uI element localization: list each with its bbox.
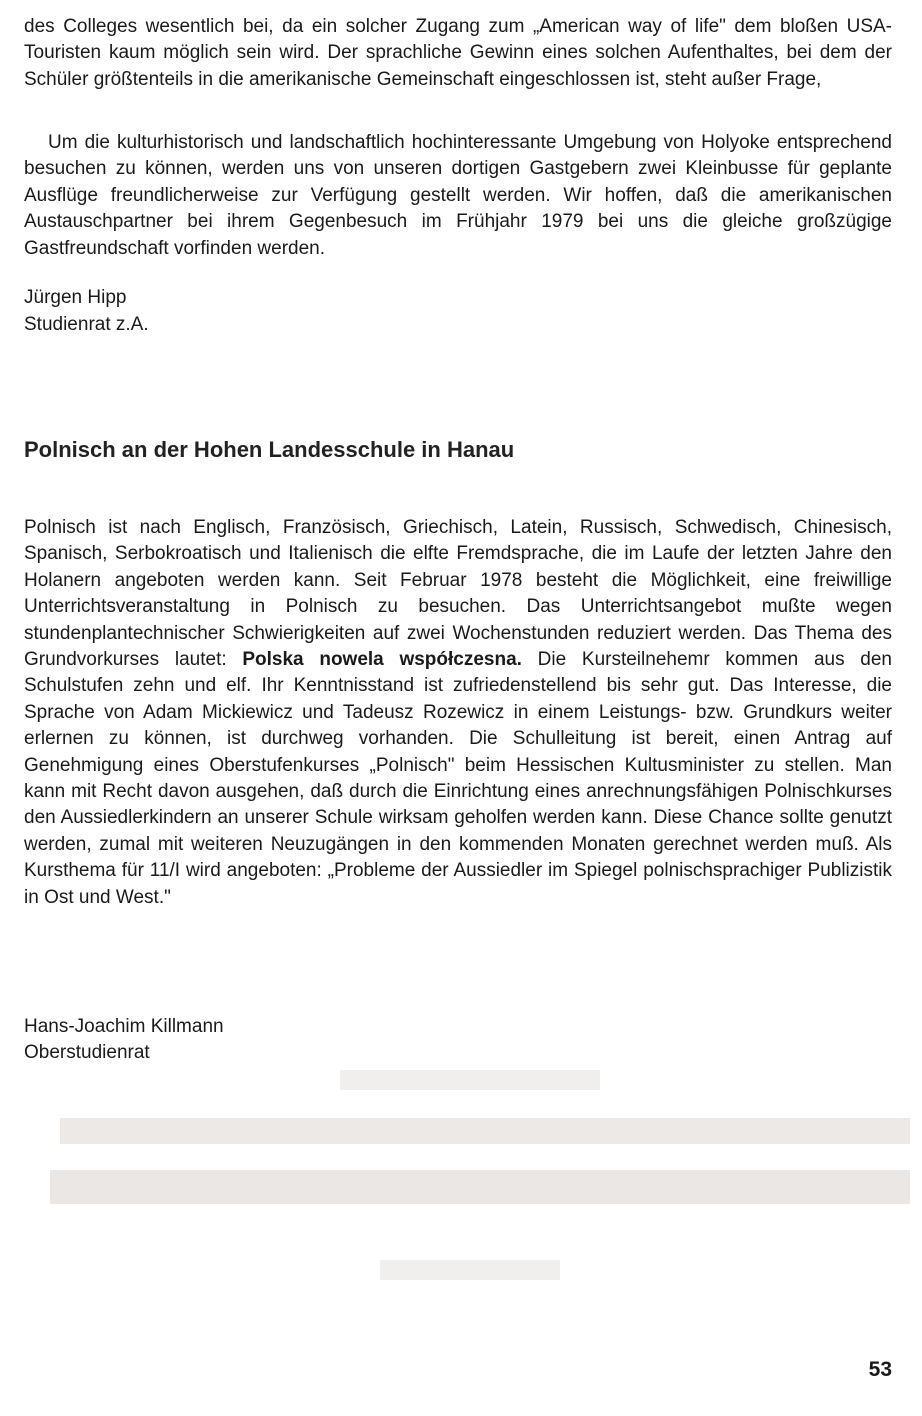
article1-paragraph-1: des Colleges wesentlich bei, da ein solcher Zugang zum „American way of life" dem bloßen USA-Touristen kaum möglich sein wird. Der sprachliche Gewinn eines solchen Aufenthaltes, bei dem der Schüler größtenteils in die amerikanische Gemeinschaft eingeschlossen ist, steht außer Frage, (24, 16, 892, 90)
article1-author-title: Studienrat z.A. (24, 314, 149, 335)
show-through-bleed (0, 1060, 922, 1320)
article2-body-text-end: Die Kursteilnehemr kommen aus den Schulstufen zehn und elf. Ihr Kenntnisstand ist zufriedenstellend bis sehr gut. Das Interesse, die Sprache von Adam Mickiewicz und Tadeusz Rozewicz in einem Leistungs- bzw. Grundkurs weiter erlernen zu können, ist durchweg vorhanden. Die Schulleitung ist bereit, einen Antrag auf Genehmigung eines Oberstufenkurses „Polnisch" beim Hessischen Kultusminister zu stellen. Man kann mit Recht davon ausgehen, daß durch die Einrichtung eines anrechnungsfähigen Polnischkurses den Aussiedlerkindern an unserer Schule wirksam geholfen werden kann. Diese Chance sollte genutzt werden, zumal mit weiteren Neuzugängen in den kommenden Monaten gerechnet werden muß. Als Kursthema für 11/I wird angeboten: „Probleme der Aussiedler im Spiegel polnischsprachiger Publizistik in Ost und West." (24, 649, 893, 908)
page-number: 53 (868, 1358, 892, 1381)
article2-body (24, 515, 892, 911)
article2-author-name: Hans-Joachim Killmann (24, 1016, 224, 1037)
article2-course-title: Polska nowela współczesna. (242, 649, 522, 671)
article1-paragraph-2: Um die kulturhistorisch und landschaftlich hochinteressante Umgebung von Holyoke entsprechend besuchen zu können, werden uns von unseren dortigen Gastgebern zwei Kleinbusse für geplante Ausflüge freundlicherweise zur Verfügung gestellt werden. Wir hoffen, daß die amerikanischen Austauschpartner bei ihrem Gegenbesuch im Frühjahr 1979 bei uns die gleiche großzügige Gastfreundschaft vorfinden werden. (24, 132, 892, 259)
article2-author-title: Oberstudienrat (24, 1042, 150, 1063)
article1-author-name: Jürgen Hipp (24, 287, 127, 308)
article2-heading: Polnisch an der Hohen Landesschule in Hanau (24, 437, 515, 462)
article2-body-text-start: Polnisch ist nach Englisch, Französisch, Griechisch, Latein, Russisch, Schwedisch, Chinesisch, Spanisch, Serbokroatisch und Italienisch die elfte Fremdsprache, die im Laufe der letzten Jahre den Holanern angeboten werden kann. Seit Februar 1978 besteht die Möglichkeit, eine freiwillige Unterrichtsveranstaltung in Polnisch zu besuchen. Das Unterrichtsangebot mußte wegen stundenplantechnischer Schwierigkeiten auf zwei Wochenstunden reduziert werden. Das Thema des Grundvorkurses lautet: (24, 517, 892, 671)
